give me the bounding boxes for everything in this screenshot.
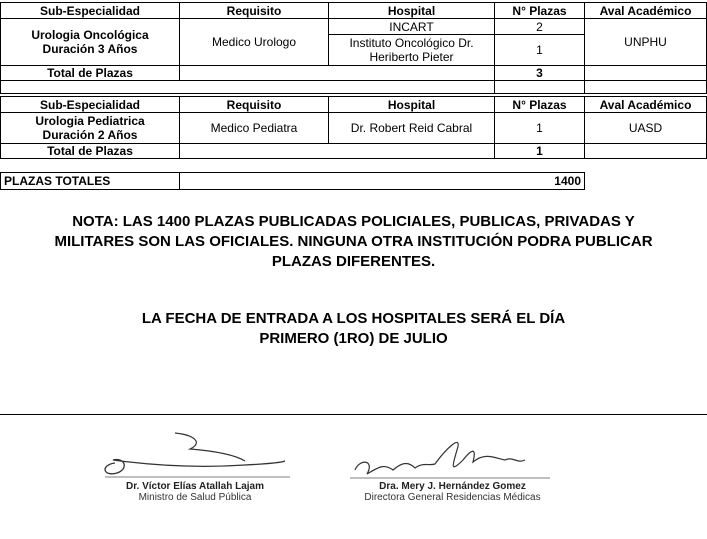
specialty-duration: Duración 2 Años bbox=[42, 128, 138, 142]
plazas-cell: 1 bbox=[495, 35, 585, 66]
aval-cell: UASD bbox=[585, 113, 707, 144]
divider-line bbox=[0, 414, 707, 415]
specialty-cell bbox=[1, 19, 180, 66]
hospital-cell: Instituto Oncológico Dr. Heriberto Pieter bbox=[329, 35, 495, 66]
table-row bbox=[1, 19, 707, 35]
requirement-cell: Medico Pediatra bbox=[180, 113, 329, 144]
header-requisito: Requisito bbox=[180, 97, 329, 113]
signature-1-title: Ministro de Salud Pública bbox=[138, 492, 252, 503]
header-aval: Aval Académico bbox=[585, 97, 707, 113]
table-header-row bbox=[1, 97, 707, 113]
nota-oficial bbox=[0, 212, 707, 272]
table-header-row bbox=[1, 3, 707, 19]
nota-line: PLAZAS DIFERENTES. bbox=[271, 253, 436, 270]
header-aval: Aval Académico bbox=[585, 3, 707, 19]
signature-1-name: Dr. Víctor Elías Atallah Lajam bbox=[125, 481, 264, 492]
hospital-cell: INCART bbox=[329, 19, 495, 35]
plazas-cell: 1 bbox=[495, 113, 585, 144]
header-sub-especialidad: Sub-Especialidad bbox=[1, 97, 180, 113]
plazas-totales-table bbox=[0, 172, 585, 190]
table-urologia-pediatrica bbox=[0, 96, 707, 159]
specialty-name: Urologia Pediatrica bbox=[35, 114, 145, 128]
requirement-cell: Medico Urologo bbox=[180, 19, 329, 66]
header-hospital: Hospital bbox=[329, 3, 495, 19]
signature-2-name: Dra. Mery J. Hernández Gomez bbox=[379, 481, 526, 492]
specialty-name: Urologia Oncológica bbox=[31, 28, 149, 42]
total-spacer bbox=[180, 66, 495, 81]
table-urologia-oncologica bbox=[0, 2, 707, 94]
header-hospital: Hospital bbox=[329, 97, 495, 113]
header-requisito: Requisito bbox=[180, 3, 329, 19]
fecha-entrada-note bbox=[0, 309, 707, 349]
total-value: 1 bbox=[495, 144, 585, 159]
hospital-cell: Dr. Robert Reid Cabral bbox=[329, 113, 495, 144]
blank-row bbox=[1, 81, 707, 94]
aval-cell: UNPHU bbox=[585, 19, 707, 66]
plazas-totales-value: 1400 bbox=[180, 173, 585, 190]
specialty-cell bbox=[1, 113, 180, 144]
header-plazas: N° Plazas bbox=[495, 3, 585, 19]
total-label: Total de Plazas bbox=[1, 66, 180, 81]
total-row bbox=[1, 66, 707, 81]
header-sub-especialidad: Sub-Especialidad bbox=[1, 3, 180, 19]
plazas-cell: 2 bbox=[495, 19, 585, 35]
total-spacer bbox=[180, 144, 495, 159]
total-empty bbox=[585, 144, 707, 159]
table-row bbox=[1, 113, 707, 144]
total-row bbox=[1, 144, 707, 159]
fecha-line: LA FECHA DE ENTRADA A LOS HOSPITALES SERÁ EL DÍA bbox=[141, 310, 566, 327]
signature-1-drawing bbox=[95, 425, 295, 485]
signature-2-drawing bbox=[345, 430, 560, 485]
specialty-duration: Duración 3 Años bbox=[42, 42, 138, 56]
signature-2-title: Directora General Residencias Médicas bbox=[364, 492, 541, 503]
total-value: 3 bbox=[495, 66, 585, 81]
header-plazas: N° Plazas bbox=[495, 97, 585, 113]
fecha-line: PRIMERO (1RO) DE JULIO bbox=[259, 330, 448, 347]
total-label: Total de Plazas bbox=[1, 144, 180, 159]
nota-line: MILITARES SON LAS OFICIALES. NINGUNA OTRA INSTITUCIÓN PODRA PUBLICAR bbox=[54, 233, 653, 250]
plazas-totales-label: PLAZAS TOTALES bbox=[1, 173, 180, 190]
total-empty bbox=[585, 66, 707, 81]
nota-line: NOTA: LAS 1400 PLAZAS PUBLICADAS POLICIALES, PUBLICAS, PRIVADAS Y bbox=[72, 213, 635, 230]
